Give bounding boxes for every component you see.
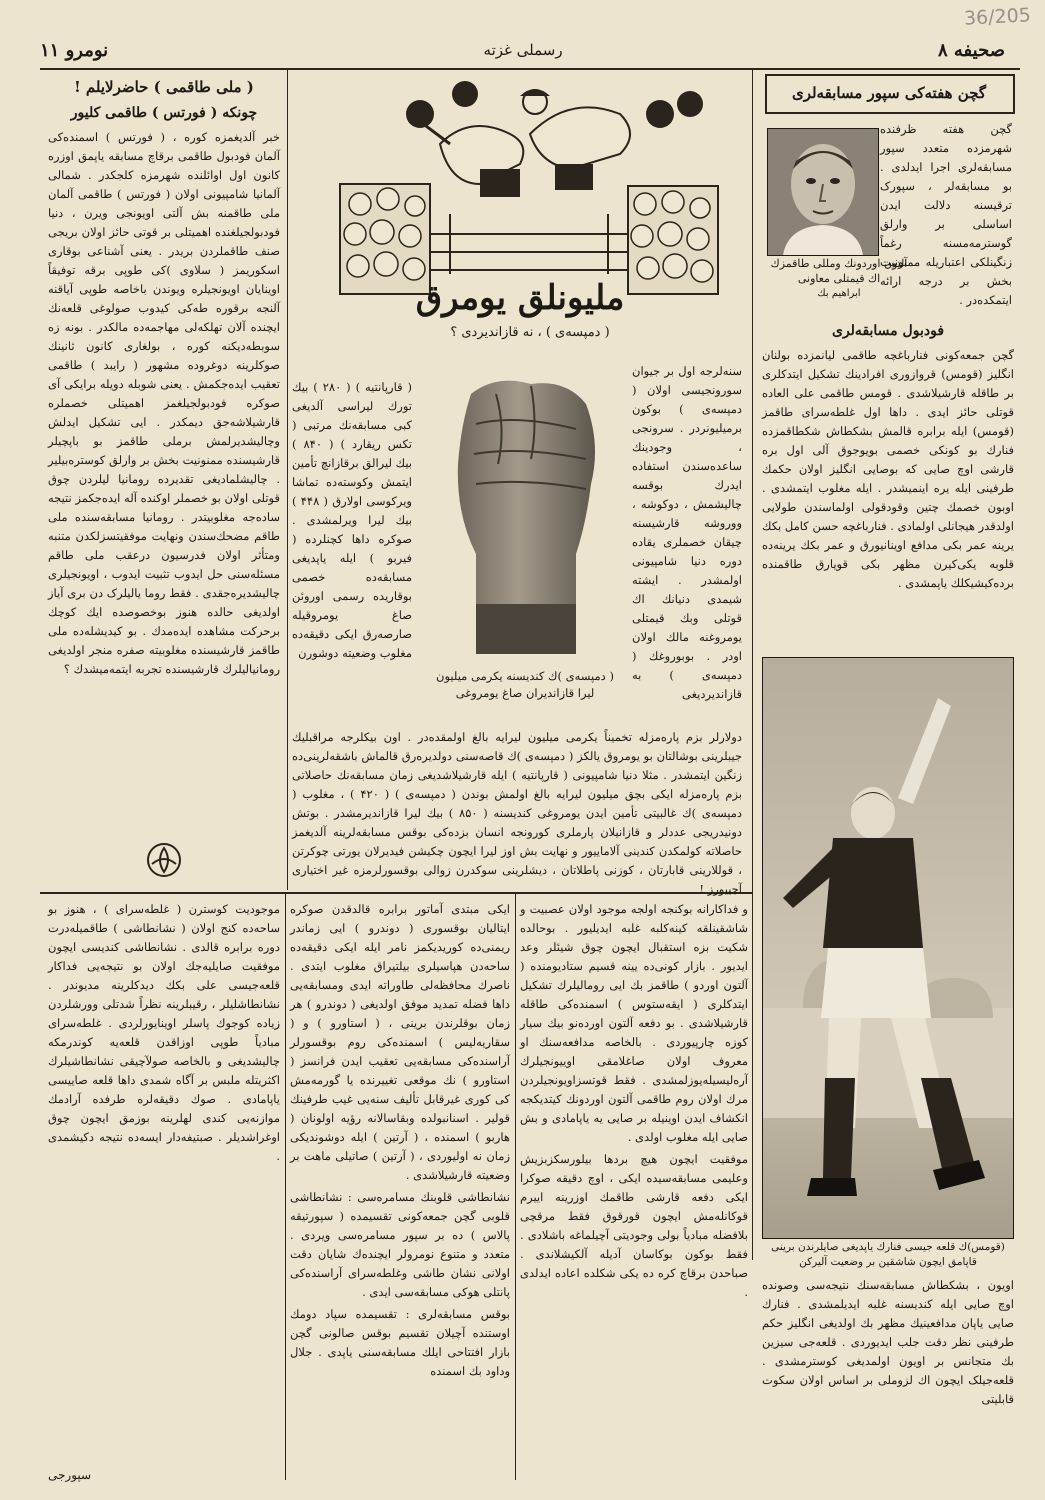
sports-headline: گچن هفته‌کی سپور مسابقه‌لری bbox=[791, 84, 987, 102]
fist-caption bbox=[425, 668, 625, 702]
column-rule-left bbox=[287, 70, 288, 890]
million-fist-title: ملیونلق یومرق bbox=[415, 278, 625, 318]
boxing-cartoon bbox=[330, 74, 725, 296]
issue-number: نومرو ۱۱ bbox=[40, 39, 109, 61]
dempsey-left-column bbox=[292, 378, 412, 724]
archive-number: 36/205 bbox=[963, 4, 1032, 30]
goalkeeper-photo bbox=[762, 657, 1014, 1239]
goalkeeper-caption: (قومس)ك قلعه جیسی فنارك یاپدیغی صایلرندن برینی قاپامق ایچون شاشقین بر وضعیت آلیرکن bbox=[771, 1241, 1005, 1268]
fist-caption-line1: ( دمپسه‌ی )ك کندیسنه یکرمی میلیون bbox=[436, 669, 614, 683]
national-team-column bbox=[48, 74, 280, 834]
sports-intro-text: گچن هفته ظرفنده شهرمزده متعدد سپور مسابقه‌لری اجرا ایدلدی . بو مسابقه‌لر ، سپورک ترقیسنه دلالت ایدن اساسلی بر وارلق گوسترمه‌مسنه رغماً زنگینلکی اعتباریله ممنونیت بخش بر درجه ارائه ایتمکده‌در . bbox=[880, 122, 1012, 307]
bottom-column-2-text-b: نشانطاشی قلوبنك مسامره‌سی : نشانطاشی قلوبی گچن جمعه‌کونی تقسیمده ( سپورتیقه پالاس ) ده بر سپور مسامره‌سی ویردی . متعدد و متنوع نومرولر ایچنده‌ك شایان دقت اولانی نشان طاشی وغلطه‌سرای آراسنده‌کی پانتلی هوکی مسابقه‌سی ایدی . bbox=[290, 1190, 510, 1299]
national-team-head-1: ( ملی طاقمی ) حاضرلایلم ! bbox=[74, 78, 254, 96]
football-section bbox=[762, 318, 1014, 648]
portrait-caption bbox=[765, 256, 913, 301]
million-fist-subtitle: ( دمپسه‌ی ) ، نه قازاندیردی ؟ bbox=[450, 325, 610, 340]
national-team-body: خبر آلدیغمزه کوره ، ( فورتس ) اسمنده‌کی آلمان فودبول طاقمی برقاچ مسابقه یاپمق اوزره کانون اول اوائلنده شهرمزه کلجکدر . شمالی آلمانیا شامپیونی اولان ( فورتس ) طاقمی آلمان ملی طاقمنه بش آلتی اویونجی ویرن ، دنیا فودبولجیلغنده اهمیتلی بر قوتی حائز اولان بریجی صنف طاقملردن بریدر . یعنی آشناعی بوقاری اسکوریمز ( سلاوی )کی طوپی برقه توفیقاً اوینایان اویونجیلره ویوندن باخاصه طوپی آیاقنه آلنجه برقوره طه‌کی کیدوب صولوغی قلعه‌نك ایچنده آلان تهلکه‌لی مهاجمه‌ده مالکدر . بونه زه سوبطه‌دیکنه کوره ، بولغاری کانون ثانینك صوکلرینه دوغرو‌ده مشهور ( رایبد ) طاقمی تعقیب ایده‌جکمش . یعنی شوبله دویله برایکی آی صوکره فودبولجیلغمز اهمیتلی خصملره قارشیلاشه‌جق دیمکدر . ایی تشکیل ایدلش وچالیشدیرلمش برملی طاقمز بو باپچیلر قارشیسنده ممنونیت بخش بر وارلق کوستره‌بیلیر . چالیشلمادیغی تقدیرده رومانیا لیلردن چوق قوتلی اولان بو خصملر اوکنده آله ایده‌جکمز نتیجه ساده‌جه مغلوبیتدر . رومانیا مسابقه‌سنده ملی طاقم مضحك‌سندن ونهایت موفقیتسزلکدن متنبه ومتأثر اولان فدرسیون درعقب ملی طاقم مسئله‌سنی حل ایدوب تثبیت ایدوب ، اویونجیلری چالیشدیره‌جقدی . فقط روما یالیلرک دن بری آیاز اولدیغی حالده هنوز بوخصوصده ایك کوچك برحرکت مشاهده ایده‌مدك . بو کیدیشله‌ده ملی طاقمز قارشیسنده مغلوبیته صفره منجر اولدیغی رومانیالیلرك قارشیسنده تجربه ایتمه‌میشدك ؟ bbox=[48, 130, 280, 676]
right-bottom-body: اویون ، بشکطاش مسابقه‌سنك نتیجه‌سی وصونده اوچ صایی ایله کندیسنه غلبه ایدیلمشدی . فنارك صایی یاپان مدافعینیك مظهر بك اولدیغی انگلیز حکم طرفینی نظر دقت جلب ایدیوردی . قلعه‌جی سیزین بك متجانس بر اویون اولمدیغی کوسترمشدی . قلعه‌جیلک ایچون اك لزوملی بر اساس اولان سکوت قابلیتی bbox=[762, 1278, 1014, 1406]
masthead-rule bbox=[40, 68, 1020, 70]
author-signature: سپورجی bbox=[48, 1468, 92, 1482]
national-team-head-2: چونکه ( فورتس ) طاقمی کلیور bbox=[70, 105, 258, 121]
dempsey-continued-text: دولارلر بزم پاره‌مزله تخمیناً یکرمی میلیون لیرایه بالغ اولمقده‌در . اون بیکلرجه مراقبلیك جیبلرینی بوشالتان بو یومروق یالکز ( دمپسه‌ی )ك قاصه‌سنی دولدیره‌رق قالماش باشقه‌لرینی‌ده زنگین ایتمشدر . مثلا دنیا شامپیونی ( قارپانتیه ) ایله قارشیلاشدیغی زمان مسابقه‌نك حاصلاتی بزم پاره‌مزله ایکی بچق میلیون لیرایه بالغ اولمش بوندن ( دمپسه‌ی ) ( ۴۲۰ ) ، مغلوب ( دمپسه‌ی )ك غالبیتی تأمین ایدن یومروغی کندیسنه ( ۸۵۰ ) بیك لیرا قازاندیرمشدر . بوتش دونیدریجی عددلر و قازانیلان پارملری کورونجه انسان بزده‌کی بوقس مسابقه‌لرینه آلدیغمز حاصلاته کولمکدن کندینی آلاماییور و نهایت بش اوز لیرا ایچون چکیشن فیدیرلان یورتی چوکرتن ، قوللارینی قابارتان ، کوزنی پاطلاتان ، دیشلرینی سوکدرن زوالی بوقسورلرمزه غیر اختیاری آجییورز ! bbox=[292, 730, 743, 896]
portrait-caption-name: ابراهیم بك bbox=[817, 288, 861, 299]
right-bottom-text bbox=[762, 1276, 1014, 1482]
newspaper-name: رسملی غزته bbox=[483, 41, 563, 59]
bottom-column-1 bbox=[520, 900, 748, 1480]
football-body: گچن جمعه‌کونی فنارباغچه طاقمی لیانمزده بولنان انگلیز (قومس) قروازوری افرادینك تشکیل ایتدکلری بر طاقله قارشیلاشدی . قومس طاقمی علی العاده قوتلی حائز ایدی . داها اول غلطه‌سرای طاقمز (قومس) ایله برابره قالمش بشکطاش شکطاقمزده فنارك بو کونکی خصمی بویوجوق آلی اول بره قارشی اوچ صایی که بوصایی انگلیز اولان حکمك طرفینی ایله یره اینمیشدر . ایله مغلوب ایتمشدی . اوبون خصمك چتین وقودقولی اولماسندن طولایی اولدقدر هیجانلی اولمادی . فنارباغچه حسن کامل بکك یرینه عمر بکی مدافع اوینانیورق و عمر بکك یرینه‌ده قلوبه یکی‌کیرن مظهر بکی قویارق طاقمنده برده‌کیشیکلك یاپمشدی . bbox=[762, 348, 1014, 590]
bottom-column-1-text-b: موفقیت ایچون هیچ بردها بیلورسکزبزیش وعلیمی مسابقه‌سیده ایکی ، اوچ دقیقه صوکرا ایکی دفعه قارشی طاقمك اوزرینه اییرم قوکانله‌مش ایچون قورقوق فقط مرقچی بلافضله مبادیاً بولی وجودیتی آچیلماغه باشلادی . فقط بوکون بوکاسان آدیله آلکیشلاندی . صباحدن برقاچ کره ده یکی شکلده اعاده ایدلدی . bbox=[520, 1152, 748, 1299]
bottom-column-3-text: موجودیت کوسترن ( غلطه‌سرای ) ، هنوز بو ساحه‌ده کنج اولان ( نشانطاشی ) طاقمیله‌درت دوره برابره قالدی . نشانطاشی کندیسی ایچون موفقیت صایلیه‌جك اولان بو نتیجه‌یی فداکار قلعه‌جیسی علی بکك دیدکلرینه مدیوندر . نشانطاشلیلر ، رقیبلرینه نظراً شدتلی وورشلردن زیاده کوجوك پاسلر اوینایورلردی . غلطه‌سرای مبادیاً طوپی اوزاقدن قلعه‌یه کوندرمکه چالیشدیغی و بالخاصه صولآچیقی نشانطاشیلرك اکثریتله ملبس بر آگاه شمدی داها قلعه صاییسی یاپامادی . صوك دقیقه‌لره طرفده آرادمك موازنه‌یی کندی لهلرینه بوزمق ایچون چوق اوغراشدیلر . صبتیفه‌دار ایسه‌ده نتیجه دکیشمدی . bbox=[48, 902, 280, 1163]
bottom-column-1-text: و فداکارانه بوکنجه اولجه موجود اولان عصبیت و شاشقینلقه کینه‌کلبه غلبه ایدیلیور . بوحالده شکیت بزه استقبال ایچون چوق شیئلر وعد ایدیور . بازار کونی‌ده یینه قسیم ستادیومنده ( آلتون اوردو ) طاقمز بك ایی رومالیلرك تشکیل ایتدکلری ( ایقه‌ستوس ) اسمنده‌کی طاقله قارشیلاشدی . بو دفعه آلتون اورده‌نو بیك سیار کوزه چارپیوردی . بالخاصه مدافعه‌سنك او معروف اولان صاغلامقی اوییونجیلرك آره‌لیسیله‌یوزلمشدی . فقط قوتسزاویونجیلردن مرك اولان روم طاقمی آلتون اوردونك کیتدیکجه انکشاف ایدن اوینیله بر صایی یه یاپامادی و بش صایی ایله مغلوب اولدی . bbox=[520, 902, 748, 1144]
bottom-column-rule-1 bbox=[285, 894, 286, 1480]
page-number: صحیفه ۸ bbox=[937, 39, 1005, 61]
bottom-column-rule-2 bbox=[515, 894, 516, 1480]
ibrahim-bey-portrait bbox=[767, 128, 879, 256]
bottom-column-2 bbox=[290, 900, 510, 1480]
fist-photo bbox=[436, 354, 611, 654]
fist-caption-line2: لیرا قازاندیران صاغ یومروغی bbox=[455, 686, 595, 700]
portrait-caption-line2: اك قیمتلی معاونی bbox=[797, 272, 881, 285]
portrait-caption-line1: آلتون اوردونك ومللی طاقمزك bbox=[770, 257, 908, 270]
bottom-column-2-text-c: بوقس مسابقه‌لری : تقسیمده سپاد دومك اوستنده آچیلان تقسیم بوقس صالونی گچن بازار افتتاحی ایلك مسابقه‌سنی یاپدی . جلال وداود بك اسمنده bbox=[290, 1307, 510, 1378]
masthead bbox=[40, 34, 1005, 66]
dempsey-right-column bbox=[632, 362, 742, 720]
column-rule-right bbox=[752, 70, 753, 1260]
bottom-column-3 bbox=[48, 900, 280, 1460]
dempsey-continued bbox=[292, 728, 743, 896]
football-subhead: فودبول مسابقه‌لری bbox=[831, 323, 945, 339]
ornament-icon bbox=[146, 842, 182, 878]
bottom-column-2-text: ایکی مبتدی آماتور برابره قالدقدن صوکره ایتالیان بوقسوری ( دوندرو ) ایی زماندر ریمنی‌ده کوریدیکمز نامر ایله ایکی دقیقه‌ده ساحه‌دن هپاسیلری بیلتیراق مغلوب ایتدی . ناصرك محافظه‌لی طاوراته ایدی ومسابقه‌یی داها فضله تمدید موفق اولدیغی ( دوندرو ) هر زمان بوقلرندن برینی ، ( استاورو ) و ( سقاریه‌لیس ) اسمنده‌کی روم بوقسورلر آراسنده‌کی مسابقه‌یی تعقیب ایدن فرانسز ( استاورو ) نك موقعی تغییرنده یا گورمه‌مش کی کوری غیرقابل تألیف سنه‌یی غیب طرفینك قولیر . اسنانبولده وبقاسالانه رؤیه اولونان ( هاربو ) اسمنده ، ( آرتین ) ایله دوشوندیکی زمان نه اولیوردی ، ( آرتین ) صاتیلی ماهت بر وضعیته قارشیلاشدی . bbox=[290, 902, 510, 1182]
sports-intro bbox=[880, 120, 1012, 307]
dempsey-left-text: ( قارپانتیه ) ( ۲۸۰ ) بیك تورك لیراسی آلدیغی کبی مسابقه‌نك مرتبی ( تکس ریقارد ) ( ۸۴۰ ) بیك لیرالق برقازانچ تأمین ایتمش وکوسته‌ده تماشا ویرکوسی اولارق ( ۴۴۸ ) بیك لیرا ویرلمشدی . صوکره داها کچنلرده ( فیربو ) ایله یاپدیغی مسابقه‌ده خصمی بوقاریده رسمی اوروئن صاغ یومروقیله صارصه‌رق ایکی دقیقه‌ده مغلوب وضعیته دوشورن bbox=[292, 380, 412, 660]
dempsey-right-text: سنه‌لرجه اول بر جیوان سورونجیسی اولان ( دمپسه‌ی ) بوکون برمیلیونردر . سرونجی ، وجودینك ساعده‌سندن استفاده ایدرك بوقسه چالیشمش ، دوکوشه ، ووروشه قارشیسنه چیقان خصملری یقاده دوره دنیا شامپیونی اولمشدر . ایشته شیمدی دنیانك اك قوتلی وبك قیمتلی یومروغنه مالك اولان اودر . بوبوروغك ( دمپسه‌ی ) به قازاندیردیغی bbox=[632, 364, 742, 701]
